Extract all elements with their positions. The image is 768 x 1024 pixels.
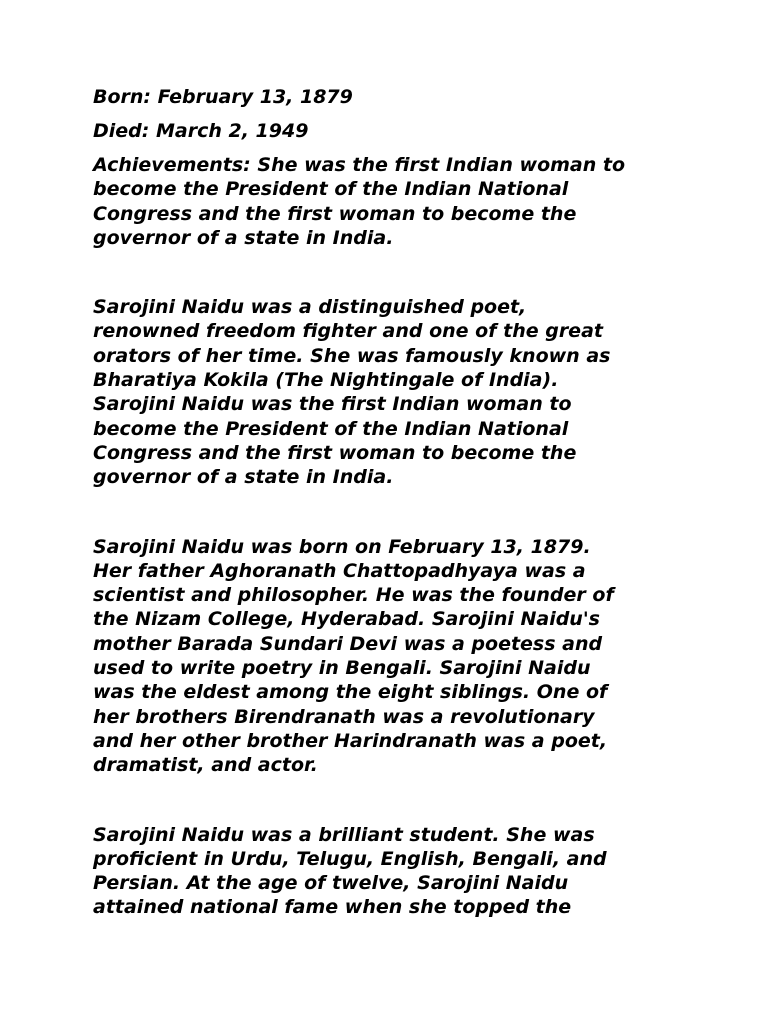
text-line: Sarojini Naidu was born on February 13, 1879. bbox=[93, 535, 591, 558]
text-line: Sarojini Naidu was a brilliant student. She was bbox=[93, 823, 595, 846]
text-line: attained national fame when she topped the bbox=[93, 896, 572, 919]
text-line: and her other brother Harindranath was a poet, bbox=[93, 729, 608, 752]
text-line: Her father Aghoranath Chattopadhyaya was a bbox=[93, 559, 586, 582]
text-line: Congress and the first woman to become the bbox=[93, 202, 577, 225]
text-line: Congress and the first woman to become the bbox=[93, 441, 577, 464]
text-line: was the eldest among the eight siblings. One of bbox=[93, 681, 608, 704]
died-date: Died: March 2, 1949 bbox=[93, 119, 309, 142]
text-line: renowned freedom fighter and one of the great bbox=[93, 320, 603, 343]
text-line: Sarojini Naidu was a distinguished poet, bbox=[93, 296, 527, 319]
text-line: dramatist, and actor. bbox=[93, 754, 318, 777]
education-paragraph bbox=[93, 823, 693, 920]
document-page bbox=[93, 85, 693, 920]
text-line: governor of a state in India. bbox=[93, 226, 394, 249]
text-line: Achievements: She was the first Indian woman to bbox=[93, 153, 626, 176]
family-paragraph bbox=[93, 535, 693, 778]
text-line: proficient in Urdu, Telugu, English, Bengali, and bbox=[93, 847, 607, 870]
text-line: mother Barada Sundari Devi was a poetess and bbox=[93, 632, 603, 655]
text-line: Persian. At the age of twelve, Sarojini Naidu bbox=[93, 872, 569, 895]
intro-paragraph bbox=[93, 295, 693, 489]
text-line: become the President of the Indian National bbox=[93, 178, 569, 201]
text-line: Bharatiya Kokila (The Nightingale of India). bbox=[93, 369, 559, 392]
born-date: Born: February 13, 1879 bbox=[93, 86, 353, 108]
text-line: her brothers Birendranath was a revolutionary bbox=[93, 705, 595, 728]
text-line: governor of a state in India. bbox=[93, 466, 394, 489]
text-line: Sarojini Naidu was the first Indian woman to bbox=[93, 393, 572, 416]
text-line: orators of her time. She was famously known as bbox=[93, 344, 611, 367]
text-line: used to write poetry in Bengali. Sarojini Naidu bbox=[93, 657, 591, 680]
text-line: the Nizam College, Hyderabad. Sarojini Naidu's bbox=[93, 608, 600, 631]
text-line: scientist and philosopher. He was the founder of bbox=[93, 584, 614, 607]
text-line: become the President of the Indian National bbox=[93, 417, 569, 440]
achievements-paragraph bbox=[93, 153, 693, 250]
